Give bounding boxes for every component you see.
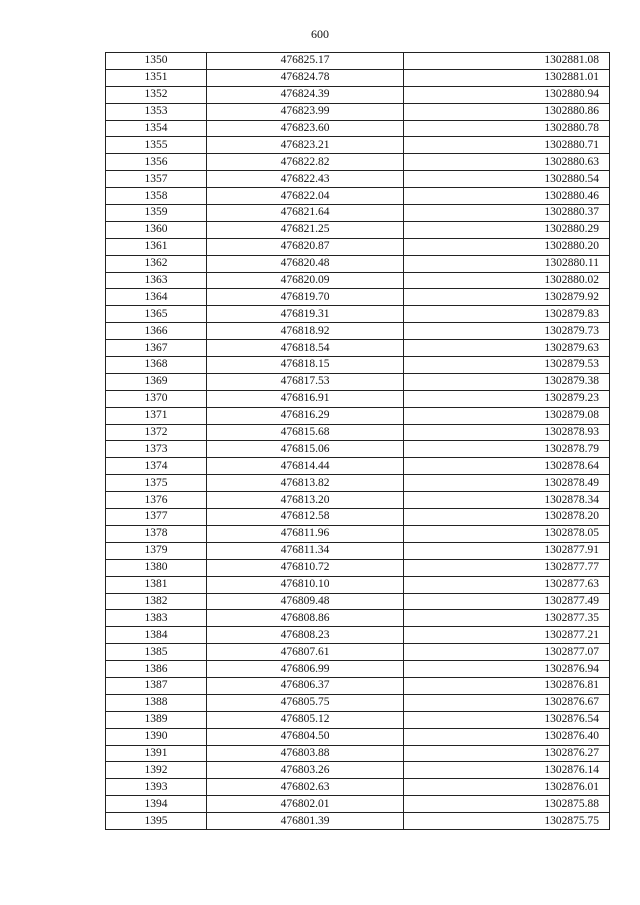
table-row [106, 593, 610, 610]
point-number-cell: 1363 [106, 272, 207, 289]
page-number: 600 [311, 27, 329, 41]
y-coordinate-cell: 1302877.07 [404, 644, 610, 661]
y-coordinate-cell: 1302876.54 [404, 711, 610, 728]
y-coordinate-cell: 1302879.83 [404, 306, 610, 323]
x-coordinate-cell: 476819.31 [207, 306, 404, 323]
x-coordinate-cell: 476816.91 [207, 390, 404, 407]
x-coordinate-cell: 476819.70 [207, 289, 404, 306]
y-coordinate-cell: 1302880.78 [404, 120, 610, 137]
table-row [106, 205, 610, 222]
x-coordinate-cell: 476805.12 [207, 711, 404, 728]
table-row [106, 542, 610, 559]
point-number-cell: 1361 [106, 238, 207, 255]
point-number-cell: 1383 [106, 610, 207, 627]
x-coordinate-cell: 476824.78 [207, 69, 404, 86]
x-coordinate-cell: 476811.34 [207, 542, 404, 559]
x-coordinate-cell: 476805.75 [207, 694, 404, 711]
x-coordinate-cell: 476802.01 [207, 796, 404, 813]
y-coordinate-cell: 1302880.94 [404, 86, 610, 103]
table-row [106, 53, 610, 70]
point-number-cell: 1375 [106, 475, 207, 492]
point-number-cell: 1351 [106, 69, 207, 86]
y-coordinate-cell: 1302877.21 [404, 627, 610, 644]
x-coordinate-cell: 476822.82 [207, 154, 404, 171]
y-coordinate-cell: 1302880.46 [404, 188, 610, 205]
table-row [106, 644, 610, 661]
point-number-cell: 1387 [106, 677, 207, 694]
point-number-cell: 1355 [106, 137, 207, 154]
x-coordinate-cell: 476801.39 [207, 813, 404, 830]
point-number-cell: 1391 [106, 745, 207, 762]
table-row [106, 762, 610, 779]
x-coordinate-cell: 476821.64 [207, 205, 404, 222]
x-coordinate-cell: 476815.68 [207, 424, 404, 441]
y-coordinate-cell: 1302876.27 [404, 745, 610, 762]
point-number-cell: 1385 [106, 644, 207, 661]
point-number-cell: 1360 [106, 221, 207, 238]
x-coordinate-cell: 476814.44 [207, 458, 404, 475]
table-row [106, 171, 610, 188]
table-row [106, 154, 610, 171]
y-coordinate-cell: 1302876.94 [404, 661, 610, 678]
point-number-cell: 1366 [106, 323, 207, 340]
y-coordinate-cell: 1302880.29 [404, 221, 610, 238]
point-number-cell: 1374 [106, 458, 207, 475]
point-number-cell: 1377 [106, 509, 207, 526]
table-row [106, 69, 610, 86]
table-row [106, 694, 610, 711]
x-coordinate-cell: 476803.26 [207, 762, 404, 779]
y-coordinate-cell: 1302879.92 [404, 289, 610, 306]
table-row [106, 610, 610, 627]
y-coordinate-cell: 1302879.63 [404, 340, 610, 357]
y-coordinate-cell: 1302878.34 [404, 492, 610, 509]
point-number-cell: 1359 [106, 205, 207, 222]
table-row [106, 576, 610, 593]
x-coordinate-cell: 476811.96 [207, 525, 404, 542]
table-row [106, 677, 610, 694]
x-coordinate-cell: 476818.15 [207, 357, 404, 374]
x-coordinate-cell: 476815.06 [207, 441, 404, 458]
table-row [106, 627, 610, 644]
table-row [106, 559, 610, 576]
x-coordinate-cell: 476818.92 [207, 323, 404, 340]
x-coordinate-cell: 476813.82 [207, 475, 404, 492]
y-coordinate-cell: 1302878.64 [404, 458, 610, 475]
table-row [106, 238, 610, 255]
table-row [106, 221, 610, 238]
y-coordinate-cell: 1302877.35 [404, 610, 610, 627]
y-coordinate-cell: 1302879.53 [404, 357, 610, 374]
point-number-cell: 1352 [106, 86, 207, 103]
y-coordinate-cell: 1302877.91 [404, 542, 610, 559]
point-number-cell: 1369 [106, 373, 207, 390]
table-row [106, 306, 610, 323]
point-number-cell: 1390 [106, 728, 207, 745]
coordinates-table [105, 52, 610, 830]
x-coordinate-cell: 476802.63 [207, 779, 404, 796]
table-row [106, 796, 610, 813]
table-row [106, 458, 610, 475]
x-coordinate-cell: 476824.39 [207, 86, 404, 103]
x-coordinate-cell: 476817.53 [207, 373, 404, 390]
table-row [106, 340, 610, 357]
x-coordinate-cell: 476812.58 [207, 509, 404, 526]
x-coordinate-cell: 476820.09 [207, 272, 404, 289]
y-coordinate-cell: 1302876.40 [404, 728, 610, 745]
point-number-cell: 1376 [106, 492, 207, 509]
table-row [106, 255, 610, 272]
y-coordinate-cell: 1302878.49 [404, 475, 610, 492]
table-row [106, 373, 610, 390]
x-coordinate-cell: 476823.21 [207, 137, 404, 154]
y-coordinate-cell: 1302879.38 [404, 373, 610, 390]
point-number-cell: 1384 [106, 627, 207, 644]
x-coordinate-cell: 476804.50 [207, 728, 404, 745]
x-coordinate-cell: 476820.87 [207, 238, 404, 255]
point-number-cell: 1386 [106, 661, 207, 678]
coordinates-table-body [106, 53, 610, 830]
table-row [106, 390, 610, 407]
point-number-cell: 1373 [106, 441, 207, 458]
x-coordinate-cell: 476808.86 [207, 610, 404, 627]
y-coordinate-cell: 1302879.23 [404, 390, 610, 407]
point-number-cell: 1388 [106, 694, 207, 711]
point-number-cell: 1362 [106, 255, 207, 272]
x-coordinate-cell: 476821.25 [207, 221, 404, 238]
point-number-cell: 1358 [106, 188, 207, 205]
table-row [106, 475, 610, 492]
x-coordinate-cell: 476809.48 [207, 593, 404, 610]
y-coordinate-cell: 1302880.54 [404, 171, 610, 188]
x-coordinate-cell: 476806.37 [207, 677, 404, 694]
point-number-cell: 1367 [106, 340, 207, 357]
x-coordinate-cell: 476818.54 [207, 340, 404, 357]
table-row [106, 289, 610, 306]
x-coordinate-cell: 476816.29 [207, 407, 404, 424]
y-coordinate-cell: 1302876.01 [404, 779, 610, 796]
table-row [106, 272, 610, 289]
x-coordinate-cell: 476825.17 [207, 53, 404, 70]
table-row [106, 728, 610, 745]
y-coordinate-cell: 1302878.79 [404, 441, 610, 458]
y-coordinate-cell: 1302879.08 [404, 407, 610, 424]
table-row [106, 745, 610, 762]
y-coordinate-cell: 1302880.02 [404, 272, 610, 289]
x-coordinate-cell: 476803.88 [207, 745, 404, 762]
y-coordinate-cell: 1302880.86 [404, 103, 610, 120]
point-number-cell: 1357 [106, 171, 207, 188]
x-coordinate-cell: 476807.61 [207, 644, 404, 661]
point-number-cell: 1378 [106, 525, 207, 542]
point-number-cell: 1379 [106, 542, 207, 559]
x-coordinate-cell: 476823.60 [207, 120, 404, 137]
point-number-cell: 1392 [106, 762, 207, 779]
y-coordinate-cell: 1302881.01 [404, 69, 610, 86]
table-row [106, 779, 610, 796]
x-coordinate-cell: 476822.04 [207, 188, 404, 205]
x-coordinate-cell: 476806.99 [207, 661, 404, 678]
point-number-cell: 1394 [106, 796, 207, 813]
table-row [106, 424, 610, 441]
table-row [106, 492, 610, 509]
point-number-cell: 1382 [106, 593, 207, 610]
point-number-cell: 1364 [106, 289, 207, 306]
y-coordinate-cell: 1302880.20 [404, 238, 610, 255]
y-coordinate-cell: 1302876.67 [404, 694, 610, 711]
point-number-cell: 1389 [106, 711, 207, 728]
x-coordinate-cell: 476822.43 [207, 171, 404, 188]
y-coordinate-cell: 1302876.81 [404, 677, 610, 694]
y-coordinate-cell: 1302880.71 [404, 137, 610, 154]
point-number-cell: 1365 [106, 306, 207, 323]
x-coordinate-cell: 476808.23 [207, 627, 404, 644]
point-number-cell: 1395 [106, 813, 207, 830]
x-coordinate-cell: 476810.10 [207, 576, 404, 593]
x-coordinate-cell: 476820.48 [207, 255, 404, 272]
table-row [106, 188, 610, 205]
y-coordinate-cell: 1302881.08 [404, 53, 610, 70]
point-number-cell: 1372 [106, 424, 207, 441]
y-coordinate-cell: 1302880.37 [404, 205, 610, 222]
y-coordinate-cell: 1302878.05 [404, 525, 610, 542]
point-number-cell: 1380 [106, 559, 207, 576]
y-coordinate-cell: 1302877.77 [404, 559, 610, 576]
x-coordinate-cell: 476813.20 [207, 492, 404, 509]
table-row [106, 407, 610, 424]
y-coordinate-cell: 1302878.93 [404, 424, 610, 441]
point-number-cell: 1350 [106, 53, 207, 70]
table-row [106, 711, 610, 728]
y-coordinate-cell: 1302875.75 [404, 813, 610, 830]
y-coordinate-cell: 1302876.14 [404, 762, 610, 779]
table-row [106, 86, 610, 103]
x-coordinate-cell: 476823.99 [207, 103, 404, 120]
point-number-cell: 1353 [106, 103, 207, 120]
point-number-cell: 1381 [106, 576, 207, 593]
table-row [106, 323, 610, 340]
y-coordinate-cell: 1302877.63 [404, 576, 610, 593]
table-row [106, 441, 610, 458]
point-number-cell: 1370 [106, 390, 207, 407]
y-coordinate-cell: 1302875.88 [404, 796, 610, 813]
y-coordinate-cell: 1302877.49 [404, 593, 610, 610]
x-coordinate-cell: 476810.72 [207, 559, 404, 576]
y-coordinate-cell: 1302880.63 [404, 154, 610, 171]
table-row [106, 357, 610, 374]
table-row [106, 137, 610, 154]
point-number-cell: 1354 [106, 120, 207, 137]
point-number-cell: 1356 [106, 154, 207, 171]
table-row [106, 103, 610, 120]
point-number-cell: 1368 [106, 357, 207, 374]
table-row [106, 661, 610, 678]
y-coordinate-cell: 1302879.73 [404, 323, 610, 340]
table-row [106, 813, 610, 830]
y-coordinate-cell: 1302880.11 [404, 255, 610, 272]
y-coordinate-cell: 1302878.20 [404, 509, 610, 526]
table-row [106, 525, 610, 542]
point-number-cell: 1371 [106, 407, 207, 424]
table-row [106, 509, 610, 526]
point-number-cell: 1393 [106, 779, 207, 796]
table-row [106, 120, 610, 137]
